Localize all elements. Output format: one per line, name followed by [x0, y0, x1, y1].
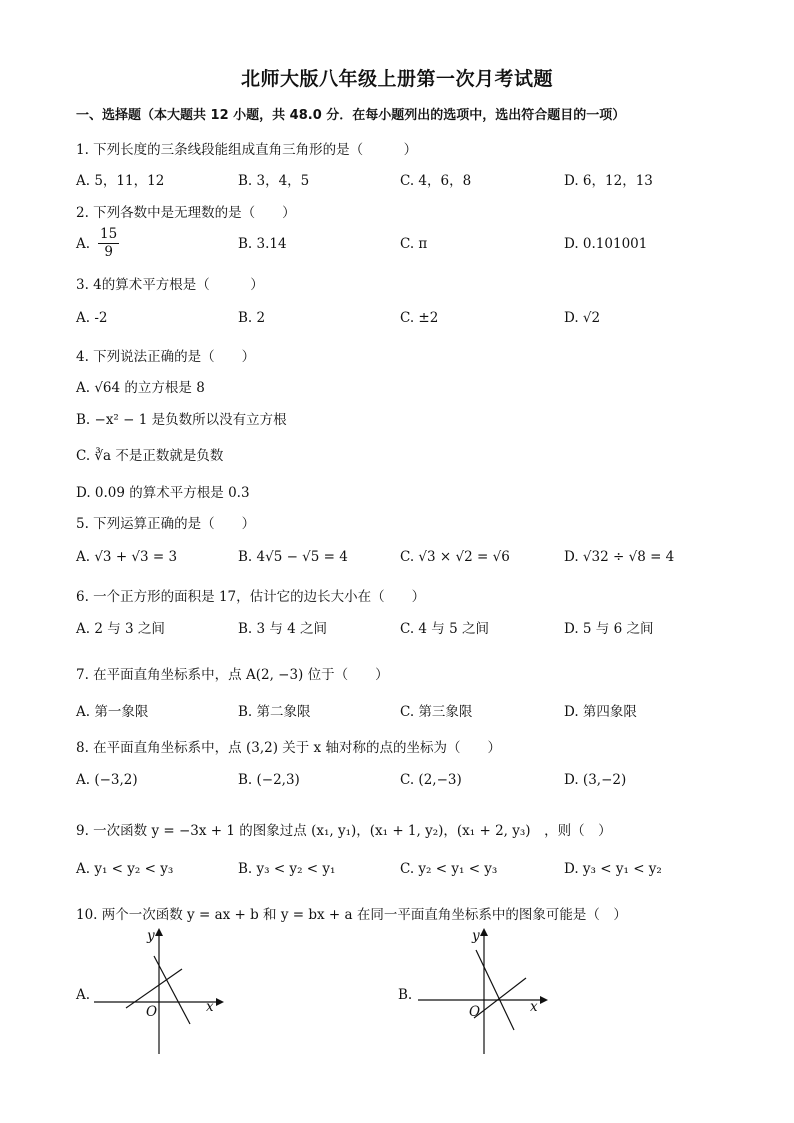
- q4-option-d: D. 0.09 的算术平方根是 0.3: [76, 485, 250, 501]
- graph-b-line-2: [474, 978, 526, 1018]
- q9-option-b: B. y₃ < y₂ < y₁: [238, 861, 336, 877]
- q10-graph-a: [94, 926, 224, 1056]
- q6-option-a: A. 2 与 3 之间: [76, 621, 165, 637]
- question-7-stem: 7. 在平面直角坐标系中，点 A(2, −3) 位于（ ）: [76, 667, 389, 683]
- q1-option-a: A. 5，11，12: [76, 173, 165, 189]
- q8-option-d: D. (3,−2): [564, 772, 627, 788]
- q6-option-b: B. 3 与 4 之间: [238, 621, 328, 637]
- q9-option-c: C. y₂ < y₁ < y₃: [400, 861, 498, 877]
- q3-option-a: A. -2: [76, 310, 108, 326]
- q9-option-a: A. y₁ < y₂ < y₃: [76, 861, 174, 877]
- q3-option-b: B. 2: [238, 310, 266, 326]
- q10-option-a: A.: [76, 987, 91, 1003]
- q5-option-b: B. 4√5 − √5 = 4: [238, 549, 348, 565]
- question-10-stem: 10. 两个一次函数 y = ax + b 和 y = bx + a 在同一平面直角坐标系中的图象可能是（ ）: [76, 907, 627, 923]
- q4-option-c: C. ∛a 不是正数就是负数: [76, 448, 224, 464]
- q3-option-c: C. ±2: [400, 310, 439, 326]
- section-heading: 一、选择题（本大题共 12 小题，共 48.0 分．在每小题列出的选项中，选出符合题目的一项）: [76, 108, 626, 123]
- graph-b-x-arrow: [540, 996, 548, 1004]
- q7-option-c: C. 第三象限: [400, 704, 473, 720]
- q8-option-b: B. (−2,3): [238, 772, 300, 788]
- q8-option-a: A. (−3,2): [76, 772, 138, 788]
- q2-fraction: [98, 226, 119, 261]
- q1-option-d: D. 6，12，13: [564, 173, 653, 189]
- graph-a-x-label: x: [206, 999, 214, 1015]
- q2-option-a: [76, 226, 119, 261]
- q7-option-d: D. 第四象限: [564, 704, 637, 720]
- q6-option-c: C. 4 与 5 之间: [400, 621, 489, 637]
- q7-option-a: A. 第一象限: [76, 704, 149, 720]
- q4-option-a: A. √64 的立方根是 8: [76, 380, 205, 396]
- q8-option-c: C. (2,−3): [400, 772, 462, 788]
- graph-b-y-label: y: [472, 928, 480, 944]
- graph-b-origin-label: O: [469, 1004, 481, 1020]
- q4-option-b: B. −x² − 1 是负数所以没有立方根: [76, 412, 287, 428]
- q5-option-a: A. √3 + √3 = 3: [76, 549, 178, 565]
- question-8-stem: 8. 在平面直角坐标系中，点 (3,2) 关于 x 轴对称的点的坐标为（ ）: [76, 740, 501, 756]
- question-3-stem: 3. 4的算术平方根是（ ）: [76, 277, 264, 293]
- q2-option-d: D. 0.101001: [564, 236, 648, 252]
- graph-b-y-arrow: [480, 928, 488, 936]
- graph-a-origin-label: O: [146, 1004, 158, 1020]
- page-title: 北师大版八年级上册第一次月考试题: [240, 68, 553, 90]
- q2-option-c: C. π: [400, 236, 428, 252]
- q5-option-d: D. √32 ÷ √8 = 4: [564, 549, 675, 565]
- question-5-stem: 5. 下列运算正确的是（ ）: [76, 516, 256, 532]
- q10-graph-b: [418, 926, 548, 1056]
- q2-fraction-numerator: 15: [100, 226, 118, 242]
- graph-a-y-label: y: [147, 928, 155, 944]
- q3-option-d: D. √2: [564, 310, 601, 326]
- q7-option-b: B. 第二象限: [238, 704, 311, 720]
- q6-option-d: D. 5 与 6 之间: [564, 621, 654, 637]
- q1-option-c: C. 4，6，8: [400, 173, 472, 189]
- q2-option-b: B. 3.14: [238, 236, 287, 252]
- question-6-stem: 6. 一个正方形的面积是 17，估计它的边长大小在（ ）: [76, 589, 426, 605]
- q9-option-d: D. y₃ < y₁ < y₂: [564, 861, 662, 877]
- q10-option-b: B.: [398, 987, 413, 1003]
- question-9-stem: 9. 一次函数 y = −3x + 1 的图象过点 (x₁, y₁)，(x₁ + 1, y₂)，(x₁ + 2, y₃) ，则（ ）: [76, 823, 612, 839]
- question-1-stem: 1. 下列长度的三条线段能组成直角三角形的是（ ）: [76, 142, 418, 158]
- q1-option-b: B. 3，4，5: [238, 173, 310, 189]
- graph-b-line-1: [476, 950, 514, 1030]
- q5-option-c: C. √3 × √2 = √6: [400, 549, 510, 565]
- graph-b-x-label: x: [530, 999, 538, 1015]
- q2-option-a-letter: A.: [76, 235, 91, 252]
- question-4-stem: 4. 下列说法正确的是（ ）: [76, 349, 256, 365]
- graph-a-x-arrow: [216, 998, 224, 1006]
- question-2-stem: 2. 下列各数中是无理数的是（ ）: [76, 205, 296, 221]
- q2-fraction-denominator: 9: [104, 244, 113, 260]
- graph-a-y-arrow: [155, 928, 163, 936]
